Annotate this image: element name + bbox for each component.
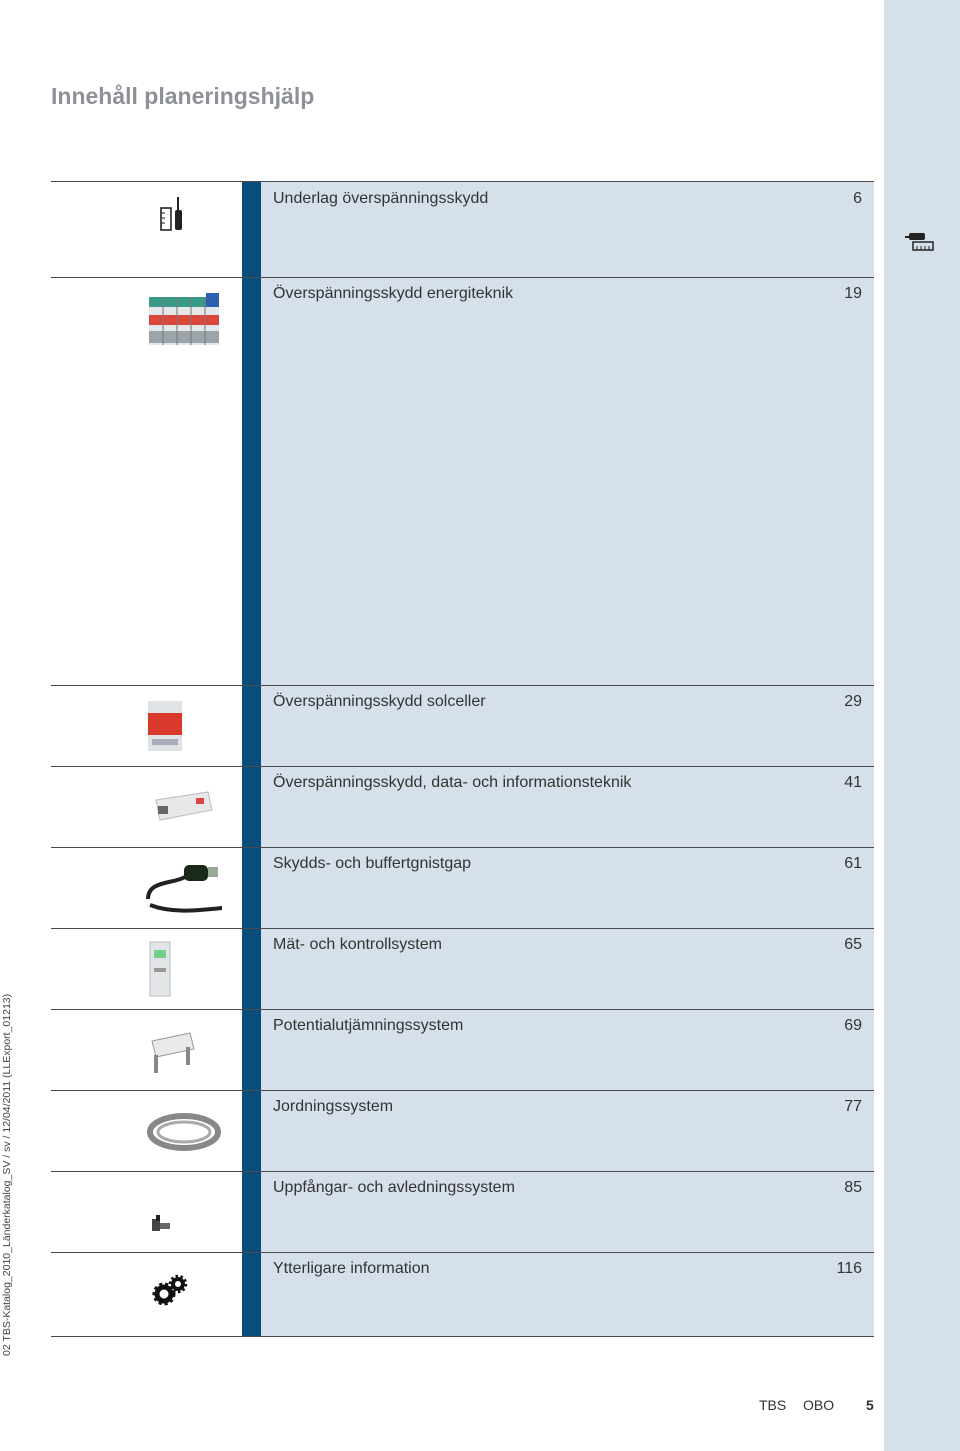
screwdriver-ruler-icon [904, 227, 936, 253]
toc-title: Mät- och kontrollsystem [273, 936, 442, 953]
toc-page-number: 77 [844, 1098, 862, 1115]
air-termination-clamp-icon [146, 1183, 222, 1243]
toc-page-number: 29 [844, 693, 862, 710]
spark-gap-cable-icon [146, 859, 222, 919]
toc-title: Potentialutjämningssystem [273, 1017, 464, 1034]
toc-title: Jordningssystem [273, 1098, 394, 1115]
toc-title: Överspänningsskydd solceller [273, 693, 486, 710]
toc-page-number: 41 [844, 774, 862, 791]
grounding-coil-icon [146, 1102, 222, 1162]
toc-title: Underlag överspänningsskydd [273, 190, 489, 207]
footer-brand-tbs: TBS [759, 1397, 787, 1413]
toc-row-ytterligare[interactable] [51, 1252, 874, 1337]
toc-row-energiteknik[interactable] [51, 277, 874, 686]
equipotential-rail-icon [146, 1021, 222, 1081]
toc-title: Skydds- och buffertgnistgap [273, 855, 472, 872]
right-margin-band [884, 0, 960, 1451]
gears-icon [146, 1264, 222, 1324]
toc-row-matsystem[interactable] [51, 928, 874, 1010]
toc-title: Överspänningsskydd, data- och informationsteknik [273, 774, 632, 791]
screwdriver-ruler-icon [146, 194, 222, 254]
toc-page-number: 116 [836, 1260, 862, 1277]
toc-page-number: 69 [844, 1017, 862, 1034]
toc-row-potentialutjamning[interactable] [51, 1009, 874, 1091]
toc-page-number: 19 [844, 285, 862, 302]
toc-row-underlag[interactable] [51, 182, 874, 278]
surge-protector-modules-icon [146, 289, 222, 349]
data-protector-box-icon [146, 778, 222, 838]
page-number: 5 [866, 1397, 874, 1413]
footer-brand-obo: OBO [803, 1397, 835, 1413]
toc-page-number: 85 [844, 1179, 862, 1196]
solar-surge-protector-icon [146, 697, 222, 757]
toc-row-jordning[interactable] [51, 1090, 874, 1172]
table-of-contents [51, 181, 874, 1337]
toc-title: Överspänningsskydd energiteknik [273, 285, 514, 302]
measurement-module-icon [146, 940, 222, 1000]
toc-row-gnistgap[interactable] [51, 847, 874, 929]
toc-title: Uppfångar- och avledningssystem [273, 1179, 515, 1196]
toc-row-datateknik[interactable] [51, 766, 874, 848]
toc-page-number: 61 [844, 855, 862, 872]
toc-title: Ytterligare information [273, 1260, 430, 1277]
toc-row-solceller[interactable] [51, 685, 874, 767]
page-title: Innehåll planeringshjälp [51, 83, 315, 109]
toc-page-number: 6 [853, 190, 862, 207]
toc-row-uppfangare[interactable] [51, 1171, 874, 1253]
catalog-reference-note: 02 TBS-Katalog_2010_Länderkatalog_SV / sv / 12/04/2011 (LLExport_01213) [1, 993, 13, 1356]
toc-page-number: 65 [844, 936, 862, 953]
